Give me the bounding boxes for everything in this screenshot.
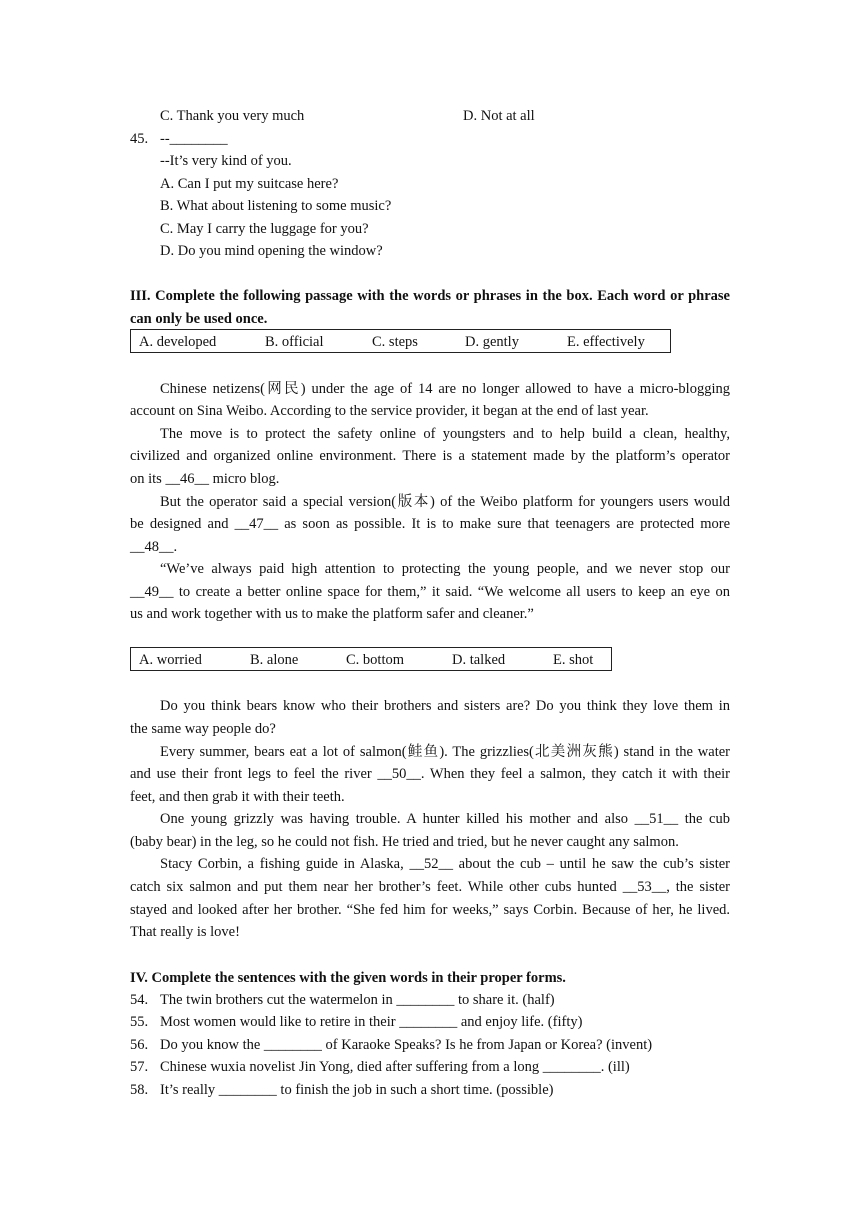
passage2-line: catch six salmon and put them near her brother’s feet. While other cubs hunted __53__, the sister (130, 879, 730, 895)
passage2-line: stayed and looked after her brother. “She fed him for weeks,” says Corbin. Because of her, he lived. (130, 902, 730, 918)
word-box-2-item: B. alone (250, 652, 299, 668)
q54-number: 54. (130, 992, 149, 1008)
passage2-line: and use their front legs to feel the river __50__. When they feel a salmon, they catch it with their (130, 766, 730, 782)
passage1-line: be designed and __47__ as soon as possible. It is to make sure that teenagers are protected more (130, 516, 730, 532)
q45-option-a: A. Can I put my suitcase here? (160, 176, 339, 192)
word-box-1-item: A. developed (139, 334, 217, 350)
q58-text: It’s really ________ to finish the job in such a short time. (possible) (160, 1082, 554, 1098)
word-box-2-item: D. talked (452, 652, 506, 668)
passage1-line: __48__. (130, 539, 178, 555)
section3-heading-line1: III. Complete the following passage with the words or phrases in the box. Each word or phrase (130, 288, 730, 304)
q54-text: The twin brothers cut the watermelon in ________ to share it. (half) (160, 992, 555, 1008)
passage1-line: Chinese netizens(网民) under the age of 14 are no longer allowed to have a micro-blogging (160, 381, 730, 397)
word-box-2 (130, 647, 612, 671)
q56-text: Do you know the ________ of Karaoke Speaks? Is he from Japan or Korea? (invent) (160, 1037, 653, 1053)
passage2-line: (baby bear) in the leg, so he could not fish. He tried and tried, but he never caught any salmon. (130, 834, 679, 850)
passage1-line: But the operator said a special version(版本) of the Weibo platform for youngers users would (160, 494, 730, 510)
passage2-line: That really is love! (130, 924, 240, 940)
passage2-line: Do you think bears know who their brothers and sisters are? Do you think they love them in (160, 698, 730, 714)
word-box-1-item: E. effectively (567, 334, 645, 350)
q44-option-c: C. Thank you very much (160, 108, 305, 124)
q45-prompt: --________ (160, 131, 228, 147)
passage2-line: One young grizzly was having trouble. A hunter killed his mother and also __51__ the cub (160, 811, 730, 827)
passage1-line: us and work together with us to make the platform safer and cleaner.” (130, 606, 534, 622)
section3-heading-line2: can only be used once. (130, 311, 268, 327)
word-box-1-item: B. official (265, 334, 324, 350)
q44-option-d: D. Not at all (463, 108, 535, 124)
q45-reply: --It’s very kind of you. (160, 153, 292, 169)
word-box-1 (130, 329, 671, 353)
q57-text: Chinese wuxia novelist Jin Yong, died after suffering from a long ________. (ill) (160, 1059, 630, 1075)
passage2-line: Every summer, bears eat a lot of salmon(鲑鱼). The grizzlies(北美洲灰熊) stand in the water (160, 744, 730, 760)
q56-number: 56. (130, 1037, 149, 1053)
q55-text: Most women would like to retire in their ________ and enjoy life. (fifty) (160, 1014, 583, 1030)
word-box-2-item: E. shot (553, 652, 594, 668)
passage1-line: __49__ to create a better online space for them,” it said. “We welcome all users to keep an eye on (130, 584, 730, 600)
passage2-line: the same way people do? (130, 721, 276, 737)
word-box-1-item: C. steps (372, 334, 418, 350)
word-box-1-item: D. gently (465, 334, 519, 350)
q45-option-b: B. What about listening to some music? (160, 198, 392, 214)
passage1-line: on its __46__ micro blog. (130, 471, 280, 487)
q55-number: 55. (130, 1014, 149, 1030)
passage1-line: The move is to protect the safety online of youngsters and to help build a clean, healthy, (160, 426, 730, 442)
q45-option-d: D. Do you mind opening the window? (160, 243, 383, 259)
word-box-2-item: C. bottom (346, 652, 405, 668)
passage1-line: civilized and organized online environment. There is a statement made by the platform’s operator (130, 448, 730, 464)
q45-number: 45. (130, 131, 149, 147)
word-box-2-item: A. worried (139, 652, 202, 668)
passage1-line: “We’ve always paid high attention to protecting the young people, and we never stop our (160, 561, 730, 577)
q58-number: 58. (130, 1082, 149, 1098)
passage2-line: feet, and then grab it with their teeth. (130, 789, 345, 805)
passage1-line: account on Sina Weibo. According to the service provider, it began at the end of last year. (130, 403, 649, 419)
q45-option-c: C. May I carry the luggage for you? (160, 221, 369, 237)
q57-number: 57. (130, 1059, 149, 1075)
passage2-line: Stacy Corbin, a fishing guide in Alaska, __52__ about the cub – until he saw the cub’s sister (160, 856, 730, 872)
section4-heading: IV. Complete the sentences with the given words in their proper forms. (130, 970, 566, 986)
